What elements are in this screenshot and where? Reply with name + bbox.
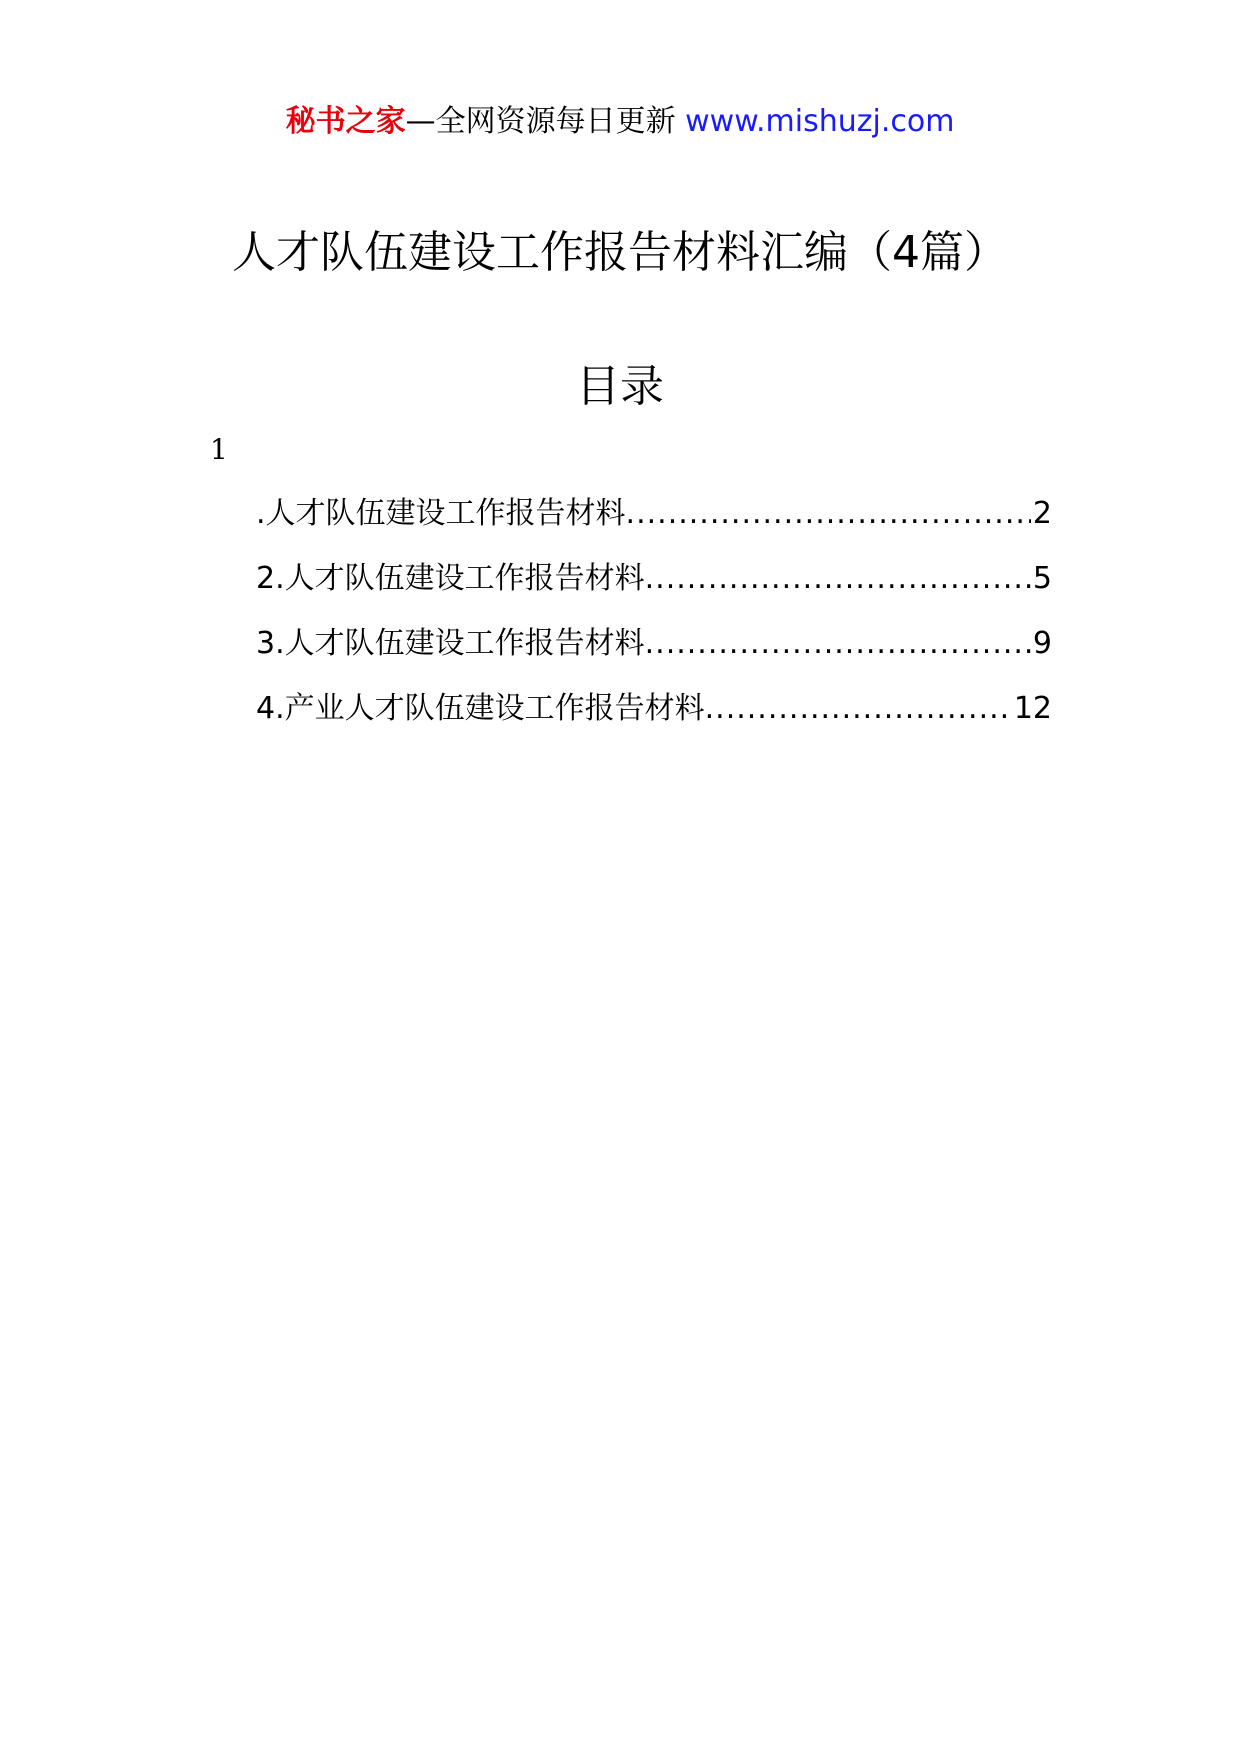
toc-dot-leader — [626, 494, 1031, 534]
toc-dot-leader — [645, 624, 1031, 664]
toc-list-number: 1 — [210, 433, 228, 466]
site-url-link[interactable]: www.mishuzj.com — [685, 104, 955, 139]
toc-dot-leader — [645, 559, 1031, 599]
brand-name: 秘书之家 — [285, 104, 406, 139]
toc-entry-page: 9 — [1032, 626, 1052, 661]
site-banner — [0, 100, 1240, 144]
toc-entry[interactable] — [256, 494, 1052, 559]
toc-entry-label: .人才队伍建设工作报告材料 — [256, 496, 626, 531]
toc-entry[interactable] — [256, 559, 1052, 624]
toc-heading: 目录 — [576, 361, 664, 412]
toc-entry-label: 3.人才队伍建设工作报告材料 — [256, 626, 645, 661]
toc-entry[interactable] — [256, 624, 1052, 689]
toc-entry[interactable] — [256, 689, 1052, 754]
table-of-contents — [256, 494, 1052, 754]
toc-entry-page: 2 — [1032, 496, 1052, 531]
toc-entry-page: 5 — [1032, 561, 1052, 596]
toc-entry-page: 12 — [1013, 691, 1052, 726]
toc-dot-leader — [705, 689, 1012, 729]
toc-entry-label: 2.人才队伍建设工作报告材料 — [256, 561, 645, 596]
document-title: 人才队伍建设工作报告材料汇编（4篇） — [232, 227, 1008, 278]
banner-tagline: —全网资源每日更新 — [405, 104, 676, 139]
toc-entry-label: 4.产业人才队伍建设工作报告材料 — [256, 691, 705, 726]
